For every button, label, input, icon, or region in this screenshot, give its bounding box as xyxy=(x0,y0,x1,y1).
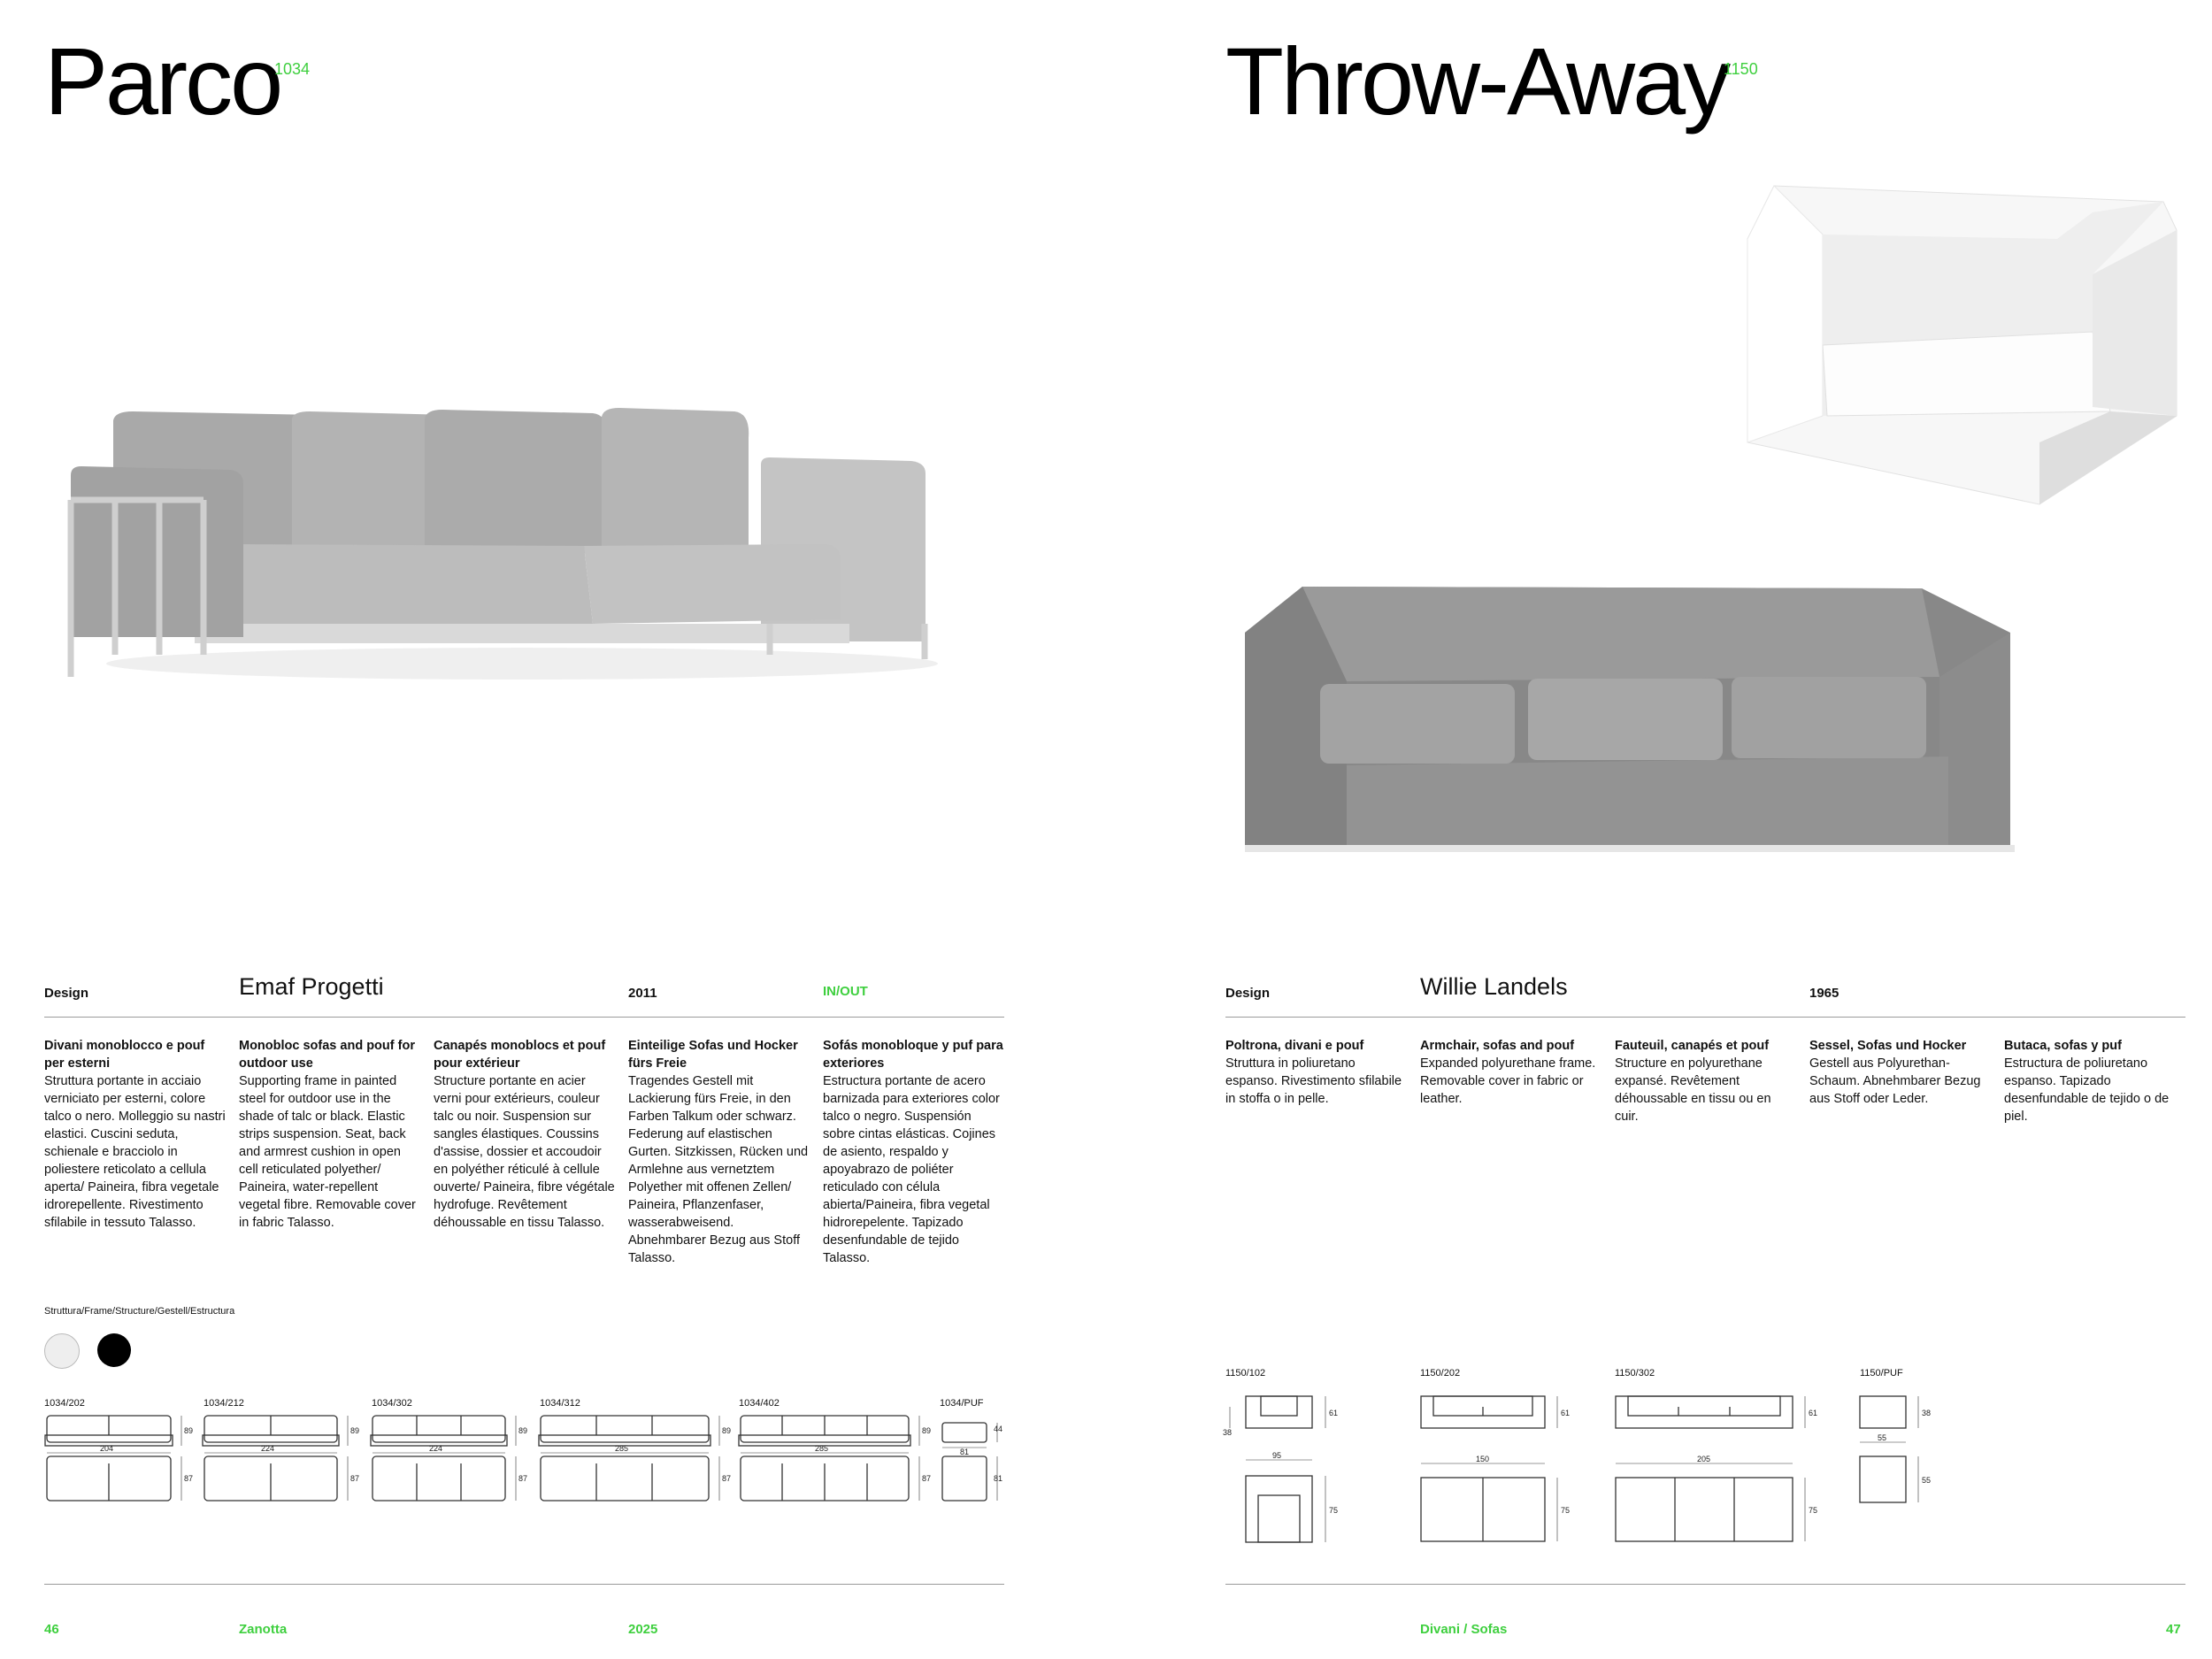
throwaway-designer: Willie Landels xyxy=(1420,973,1568,1000)
left-page-number: 46 xyxy=(44,1622,59,1637)
parco-col-it-body: Struttura portante in acciaio verniciato per esterni, colore talco o nero. Molleggio su nastri elastici. Cuscini seduta, schienale e bracciolo in poliestere reticolato a cellula aperta/ Paineira, fibra vegetale idrorepellente. Rivestimento sfilabile in tessuto Talasso. xyxy=(44,1074,226,1230)
parco-design-label: Design xyxy=(44,986,89,1001)
right-footer-rule xyxy=(1225,1584,2185,1585)
dim-label: 204 xyxy=(100,1444,114,1453)
right-page-number: 47 xyxy=(2166,1622,2181,1637)
parco-drawings xyxy=(40,1412,1009,1545)
dim-label: 285 xyxy=(615,1444,629,1453)
drawing-code: 1150/202 xyxy=(1420,1368,1461,1379)
throwaway-col-en-body: Expanded polyurethane frame. Removable cover in fabric or leather. xyxy=(1420,1056,1596,1106)
dim-label: 55 xyxy=(1922,1476,1932,1485)
parco-col-es xyxy=(823,1037,1004,1267)
parco-year: 2011 xyxy=(628,986,657,1001)
parco-col-fr xyxy=(434,1037,615,1232)
throwaway-col-it-body: Struttura in poliuretano espanso. Rivestimento sfilabile in stoffa o in pelle. xyxy=(1225,1056,1402,1106)
left-footer-rule xyxy=(44,1584,1004,1585)
drawing-code: 1034/302 xyxy=(372,1398,412,1409)
throwaway-design-label: Design xyxy=(1225,986,1271,1001)
dim-label: 224 xyxy=(429,1444,443,1453)
drawing-code: 1150/302 xyxy=(1615,1368,1655,1379)
dim-label: 87 xyxy=(350,1474,360,1483)
dim-label: 87 xyxy=(922,1474,932,1483)
throwaway-col-de xyxy=(1809,1037,1991,1108)
parco-code: 1034 xyxy=(274,60,311,78)
dim-label: 87 xyxy=(518,1474,528,1483)
drawing-code: 1034/212 xyxy=(204,1398,244,1409)
section-name: Divani / Sofas xyxy=(1420,1622,1508,1637)
throwaway-col-es-body: Estructura de poliuretano espanso. Tapizado desenfundable de tejido o de piel. xyxy=(2004,1056,2170,1124)
parco-tag: IN/OUT xyxy=(823,984,868,999)
dim-label: 150 xyxy=(1476,1455,1490,1463)
throwaway-col-de-body: Gestell aus Polyurethan-Schaum. Abnehmbarer Bezug aus Stoff oder Leder. xyxy=(1809,1056,1981,1106)
dim-label: 75 xyxy=(1809,1506,1818,1515)
throwaway-year: 1965 xyxy=(1809,986,1839,1001)
dim-label: 89 xyxy=(350,1426,360,1435)
throwaway-col-fr-body: Structure en polyurethane expansé. Revêtement déhoussable en tissu ou en cuir. xyxy=(1615,1056,1771,1124)
dim-label: 89 xyxy=(184,1426,194,1435)
parco-col-es-body: Estructura portante de acero barnizada para exteriores color talco o negro. Suspensión sobre cintas elásticas. Cojines de asiento, respaldo y apoyabrazo de poliéter reticulado con célula abierta/Paineira, fibra vegetal hidrorepelente. Tapizado desenfundable de tejido Talasso. xyxy=(823,1074,1000,1265)
parco-col-en xyxy=(239,1037,420,1232)
drawing-code: 1150/PUF xyxy=(1860,1368,1903,1379)
throwaway-col-de-heading: Sessel, Sofas und Hocker xyxy=(1809,1039,1967,1053)
dim-label: 89 xyxy=(922,1426,932,1435)
catalog-year: 2025 xyxy=(628,1622,658,1637)
parco-col-it-heading: Divani monoblocco e pouf per esterni xyxy=(44,1039,205,1071)
parco-col-en-heading: Monobloc sofas and pouf for outdoor use xyxy=(239,1039,415,1071)
throwaway-sofa-image xyxy=(1240,580,2019,854)
dim-label: 55 xyxy=(1878,1433,1887,1442)
drawing-code: 1034/202 xyxy=(44,1398,85,1409)
parco-col-fr-body: Structure portante en acier verni pour extérieurs, couleur talc ou noir. Suspension sur sangles élastiques. Coussins d'assise, dossier et accoudoir en polyéther réticulé à cellule ouverte/ Paineira, fibre végétale hydrofuge. Revêtement déhoussable en tissu Talasso. xyxy=(434,1074,615,1230)
throwaway-col-fr xyxy=(1615,1037,1796,1125)
throwaway-col-es-heading: Butaca, sofas y puf xyxy=(2004,1039,2122,1053)
dim-label: 87 xyxy=(184,1474,194,1483)
dim-label: 205 xyxy=(1697,1455,1711,1463)
dim-label: 81 xyxy=(960,1448,970,1456)
dim-label: 75 xyxy=(1561,1506,1571,1515)
throwaway-col-en-heading: Armchair, sofas and pouf xyxy=(1420,1039,1575,1053)
dim-label: 38 xyxy=(1922,1409,1932,1417)
parco-header-rule xyxy=(44,1017,1004,1018)
throwaway-drawings xyxy=(1221,1389,2017,1548)
throwaway-header-rule xyxy=(1225,1017,2185,1018)
parco-col-it xyxy=(44,1037,226,1232)
dim-label: 224 xyxy=(261,1444,275,1453)
throwaway-col-it xyxy=(1225,1037,1407,1108)
throwaway-col-it-heading: Poltrona, divani e pouf xyxy=(1225,1039,1364,1053)
throwaway-code: 1150 xyxy=(1724,60,1758,78)
drawing-code: 1034/312 xyxy=(540,1398,580,1409)
parco-col-de-body: Tragendes Gestell mit Lackierung fürs Freie, in den Farben Talkum oder schwarz. Federung auf elastischen Gurten. Sitzkissen, Rücken und Armlehne aus vernetztem Polyether mit offenen Zellen/ Paineira, Pflanzenfaser, wasserabweisend. Abnehmbarer Bezug aus Stoff Talasso. xyxy=(628,1074,809,1265)
dim-label: 95 xyxy=(1272,1451,1282,1460)
parco-col-es-heading: Sofás monobloque y puf para exteriores xyxy=(823,1039,1003,1071)
dim-label: 89 xyxy=(722,1426,732,1435)
parco-col-fr-heading: Canapés monoblocs et pouf pour extérieur xyxy=(434,1039,606,1071)
throwaway-col-fr-heading: Fauteuil, canapés et pouf xyxy=(1615,1039,1770,1053)
parco-col-en-body: Supporting frame in painted steel for outdoor use in the shade of talc or black. Elastic strips suspension. Seat, back and armrest cushion in open cell reticulated polyether/ Paineira, water-repellent vegetal fibre. Removable cover in fabric Talasso. xyxy=(239,1074,416,1230)
drawing-code: 1150/102 xyxy=(1225,1368,1266,1379)
dim-label: 87 xyxy=(722,1474,732,1483)
drawing-code: 1034/PUF xyxy=(940,1398,984,1409)
dim-label: 75 xyxy=(1329,1506,1339,1515)
dim-label: 89 xyxy=(518,1426,528,1435)
parco-col-de-heading: Einteilige Sofas und Hocker fürs Freie xyxy=(628,1039,798,1071)
dim-label: 44 xyxy=(994,1425,1003,1433)
dim-label: 61 xyxy=(1329,1409,1339,1417)
frame-finish-label: Struttura/Frame/Structure/Gestell/Estructura xyxy=(44,1306,235,1317)
parco-title: Parco xyxy=(44,27,281,134)
frame-color-talc xyxy=(44,1333,80,1369)
parco-designer: Emaf Progetti xyxy=(239,973,384,1000)
dim-label: 81 xyxy=(994,1474,1003,1483)
throwaway-col-en xyxy=(1420,1037,1601,1108)
parco-col-de xyxy=(628,1037,810,1267)
frame-color-black xyxy=(97,1333,131,1367)
dim-label: 285 xyxy=(815,1444,829,1453)
throwaway-col-es xyxy=(2004,1037,2185,1125)
dim-label: 61 xyxy=(1561,1409,1571,1417)
throwaway-title: Throw-Away xyxy=(1225,27,1729,134)
dim-label: 38 xyxy=(1223,1428,1233,1437)
dim-label: 61 xyxy=(1809,1409,1818,1417)
parco-sofa-image xyxy=(62,403,938,695)
throwaway-armchair-image xyxy=(1739,177,2185,509)
drawing-code: 1034/402 xyxy=(739,1398,780,1409)
brand-name: Zanotta xyxy=(239,1622,288,1637)
